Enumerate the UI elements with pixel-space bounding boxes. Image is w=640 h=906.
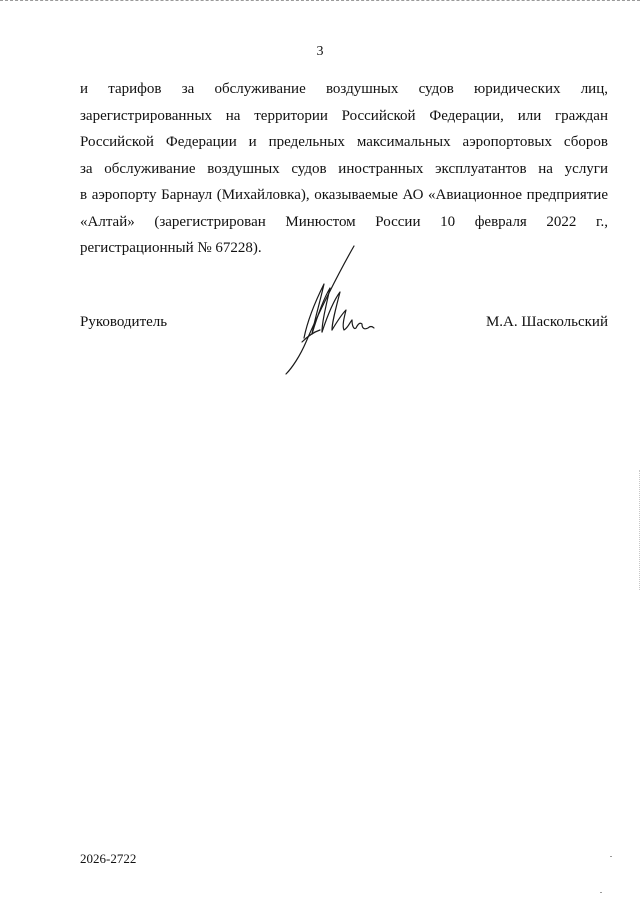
body-line-2: зарегистрированных на территории Российской Федерации, или граждан	[80, 107, 608, 124]
page-number: 3	[316, 44, 324, 59]
scan-speck	[600, 892, 602, 893]
scan-speck	[610, 856, 612, 857]
scan-top-edge	[0, 0, 640, 3]
body-line-3: Российской Федерации и предельных максимальных аэропортовых сборов	[80, 134, 608, 150]
body-line-6: «Алтай» (зарегистрирован Минюстом России 10 февраля 2022 г.,	[80, 213, 608, 230]
body-paragraph	[80, 76, 608, 262]
body-line-1: и тарифов за обслуживание воздушных судов юридических лиц,	[80, 81, 608, 97]
body-line-5: в аэропорту Барнаул (Михайловка), оказываемые АО «Авиационное предприятие	[80, 187, 608, 203]
signatory-name: М.А. Шаскольский	[485, 314, 608, 330]
document-code: 2026-2722	[80, 851, 137, 866]
body-line-4: за обслуживание воздушных судов иностранных эксплуатантов на услуги	[80, 160, 608, 177]
signatory-title: Руководитель	[80, 314, 168, 330]
handwritten-signature	[278, 244, 378, 376]
body-line-7: регистрационный № 67228).	[80, 240, 262, 256]
scan-edge-marks	[635, 470, 640, 590]
